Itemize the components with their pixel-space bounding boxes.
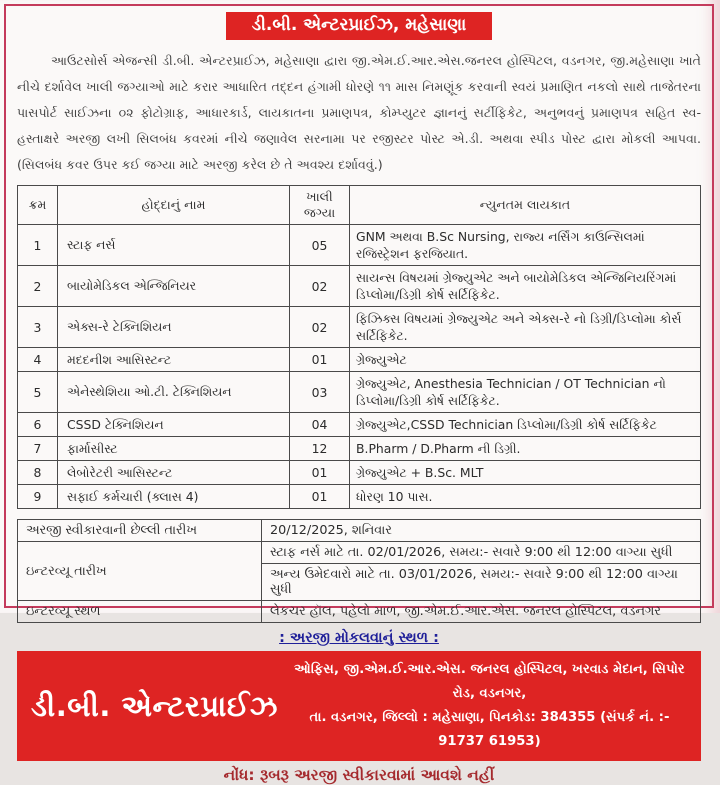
col-header-post: હોદ્દાનું નામ bbox=[58, 186, 290, 225]
table-row bbox=[18, 413, 701, 437]
col-header-vacancies: ખાલી જગ્યા bbox=[290, 186, 350, 225]
cell-qualification: ગ્રેજ્યુએટ, Anesthesia Technician / OT Technician નો ડિપ્લોમા/ડિગ્રી કોર્ષ સર્ટિફિકેટ. bbox=[350, 372, 701, 413]
table-row bbox=[18, 348, 701, 372]
last-date-label: અરજી સ્વીકારવાની છેલ્લી તારીખ bbox=[18, 520, 262, 542]
cell-post: સફાઈ કર્મચારી (ક્લાસ 4) bbox=[58, 485, 290, 509]
cell-vacancies: 01 bbox=[290, 461, 350, 485]
cell-vacancies: 02 bbox=[290, 266, 350, 307]
table-row bbox=[18, 266, 701, 307]
company-address bbox=[288, 658, 691, 754]
cell-vacancies: 03 bbox=[290, 372, 350, 413]
cell-serial: 3 bbox=[18, 307, 58, 348]
cell-serial: 8 bbox=[18, 461, 58, 485]
cell-post: CSSD ટેક્નિશિયન bbox=[58, 413, 290, 437]
send-to-heading: : અરજી મોકલવાનું સ્થળ : bbox=[279, 630, 439, 646]
cell-serial: 9 bbox=[18, 485, 58, 509]
cell-serial: 4 bbox=[18, 348, 58, 372]
interview-date-value-1: સ્ટાફ નર્સ માટે તા. 02/01/2026, સમય:- સવારે 9:00 થી 12:00 વાગ્યા સુધી bbox=[262, 542, 701, 564]
cell-post: બાયોમેડિકલ એન્જિનિયર bbox=[58, 266, 290, 307]
last-date-value: 20/12/2025, શનિવાર bbox=[262, 520, 701, 542]
cell-serial: 5 bbox=[18, 372, 58, 413]
col-header-serial: ક્રમ bbox=[18, 186, 58, 225]
cell-vacancies: 12 bbox=[290, 437, 350, 461]
cell-vacancies: 04 bbox=[290, 413, 350, 437]
cell-qualification: ગ્રેજ્યુએટ bbox=[350, 348, 701, 372]
intro-paragraph: આઉટસોર્સ એજન્સી ડી.બી. એન્ટરપ્રાઈઝ, મહેસાણા દ્વારા જી.એમ.ઈ.આર.એસ.જનરલ હોસ્પિટલ, વડનગર, જી.મહેસાણા ખાતે નીચે દર્શાવેલ ખાલી જગ્યાઓ માટે કરાર આધારિત તદ્દન હંગામી ધોરણે ૧૧ માસ નિમણૂંક કરવાની સ્વયં પ્રમાણિત નકલો સાથે તાજેતરના પાસપોર્ટ સાઈઝના ૦૨ ફોટોગ્રાફ, આધારકાર્ડ, લાયકાતના પ્રમાણપત્ર, કોમ્પ્યુટર જ્ઞાનનું સર્ટીફિકેટ, અનુભવનું પ્રમાણપત્ર સહિત સ્વ-હસ્તાક્ષરે અરજી લખી સિલબંધ કવરમાં નીચે જણાવેલ સરનામા પર રજીસ્ટર પોસ્ટ એ.ડી. અથવા સ્પીડ પોસ્ટ દ્વારા મોકલી આપવા. (સિલબંધ કવર ઉપર કઈ જગ્યા માટે અરજી કરેલ છે તે અવશ્ય દર્શાવવું.) bbox=[17, 53, 701, 172]
cell-qualification: ગ્રેજ્યુએટ + B.Sc. MLT bbox=[350, 461, 701, 485]
cell-qualification: GNM અથવા B.Sc Nursing, રાજ્ય નર્સિંગ કાઉન્સિલમાં રજિસ્ટ્રેશન ફરજિયાત. bbox=[350, 225, 701, 266]
schedule-table bbox=[17, 519, 701, 623]
interview-date-label: ઇન્ટરવ્યૂ તારીખ bbox=[18, 542, 262, 601]
footer-banner bbox=[17, 651, 701, 761]
cell-vacancies: 01 bbox=[290, 348, 350, 372]
address-line-2: તા. વડનગર, જિલ્લો : મહેસાણા, પિનકોડ: 384355 (સંપર્ક નં. :- 91737 61953) bbox=[309, 710, 670, 749]
cell-vacancies: 01 bbox=[290, 485, 350, 509]
cell-qualification: ફિઝિક્સ વિષયમાં ગ્રેજ્યુએટ અને એક્સ-રે નો ડિગ્રી/ડિપ્લોમા કોર્સ સર્ટિફિકેટ. bbox=[350, 307, 701, 348]
cell-vacancies: 05 bbox=[290, 225, 350, 266]
vacancy-table bbox=[17, 185, 701, 509]
table-row bbox=[18, 307, 701, 348]
table-row bbox=[18, 542, 701, 564]
interview-date-value-2: અન્ય ઉમેદવારો માટે તા. 03/01/2026, સમય:- સવારે 9:00 થી 12:00 વાગ્યા સુધી bbox=[262, 564, 701, 601]
cell-post: ફાર્માસીસ્ટ bbox=[58, 437, 290, 461]
table-row bbox=[18, 437, 701, 461]
page-title: ડી.બી. એન્ટરપ્રાઈઝ, મહેસાણા bbox=[226, 12, 493, 40]
venue-value: લેકચર હૉલ, પહેલો માળ, જી.એમ.ઈ.આર.એસ. જનરલ હોસ્પિટલ, વડનગર bbox=[262, 601, 701, 623]
cell-qualification: સાયન્સ વિષયમાં ગ્રેજ્યુએટ અને બાયોમેડિકલ એન્જિનિયરિંગમાં ડિપ્લોમા/ડિગ્રી કોર્ષ સર્ટિફિકેટ. bbox=[350, 266, 701, 307]
table-row bbox=[18, 520, 701, 542]
cell-post: લેબોરેટરી આસિસ્ટન્ટ bbox=[58, 461, 290, 485]
table-row bbox=[18, 225, 701, 266]
table-row bbox=[18, 601, 701, 623]
header-banner-wrap bbox=[17, 12, 701, 40]
cell-post: સ્ટાફ નર્સ bbox=[58, 225, 290, 266]
document-frame bbox=[4, 4, 714, 784]
table-row bbox=[18, 372, 701, 413]
company-name: ડી.બી. એન્ટરપ્રાઈઝ bbox=[31, 688, 278, 723]
table-row bbox=[18, 461, 701, 485]
cell-serial: 6 bbox=[18, 413, 58, 437]
col-header-qualification: ન્યુનતમ લાયકાત bbox=[350, 186, 701, 225]
cell-post: એક્સ-રે ટેક્નિશિયન bbox=[58, 307, 290, 348]
address-line-1: ઓફિસ, જી.એમ.ઈ.આર.એસ. જનરલ હોસ્પિટલ, ખરવાડ મેદાન, સિપોર રોડ, વડનગર, bbox=[294, 662, 685, 701]
venue-label: ઇન્ટરવ્યૂ સ્થળ bbox=[18, 601, 262, 623]
cell-qualification: ધોરણ 10 પાસ. bbox=[350, 485, 701, 509]
cell-serial: 7 bbox=[18, 437, 58, 461]
cell-post: મદદનીશ આસિસ્ટન્ટ bbox=[58, 348, 290, 372]
cell-serial: 1 bbox=[18, 225, 58, 266]
cell-vacancies: 02 bbox=[290, 307, 350, 348]
note-text: નોંધ: રૂબરૂ અરજી સ્વીકારવામાં આવશે નહીં bbox=[223, 766, 495, 784]
table-row bbox=[18, 485, 701, 509]
cell-qualification: ગ્રેજ્યુએટ,CSSD Technician ડિપ્લોમા/ડિગ્રી કોર્ષ સર્ટિફિકેટ bbox=[350, 413, 701, 437]
cell-qualification: B.Pharm / D.Pharm ની ડિગ્રી. bbox=[350, 437, 701, 461]
vacancy-table-header-row bbox=[18, 186, 701, 225]
cell-serial: 2 bbox=[18, 266, 58, 307]
cell-post: એનેસ્થેશિયા ઓ.ટી. ટેક્નિશિયન bbox=[58, 372, 290, 413]
